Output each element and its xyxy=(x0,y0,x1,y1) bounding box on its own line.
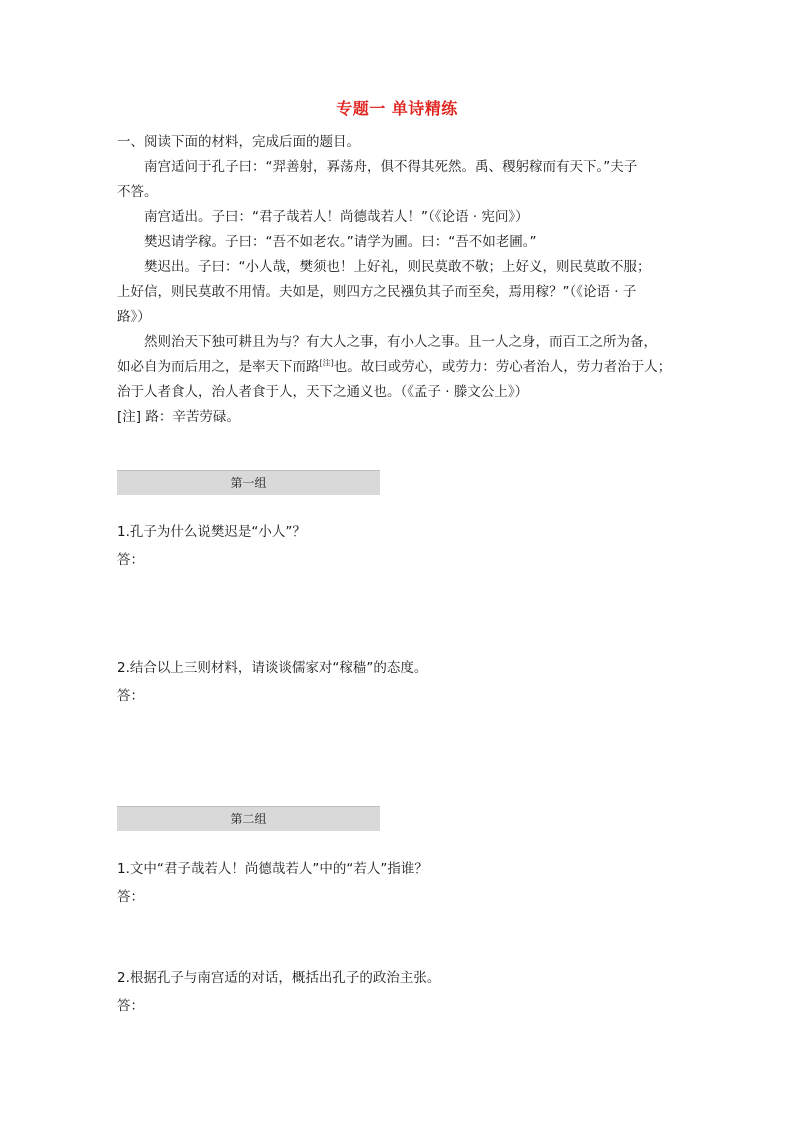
passage-line: 治于人者食人，治人者食于人，天下之通义也。（《孟子 · 滕文公上》） xyxy=(117,384,529,400)
page-title: 专题一 单诗精练 xyxy=(336,99,458,118)
footnote-mark: [注] xyxy=(319,358,334,368)
passage-line: 南宫适问于孔子曰：“羿善射，奡荡舟，俱不得其死然。禹、稷躬稼而有天下。”夫子 xyxy=(144,159,638,175)
passage-line: 然则治天下独可耕且为与？有大人之事，有小人之事。且一人之身，而百工之所为备， xyxy=(144,334,657,350)
question-text: 2.结合以上三则材料，请谈谈儒家对“稼穑”的态度。 xyxy=(117,660,428,676)
answer-label: 答： xyxy=(117,552,144,568)
passage-line: 樊迟出。子曰：“小人哉，樊须也！上好礼，则民莫敢不敬；上好义，则民莫敢不服； xyxy=(144,259,651,275)
answer-label: 答： xyxy=(117,688,144,704)
passage-line: 上好信，则民莫敢不用情。夫如是，则四方之民襁负其子而至矣，焉用稼？”（《论语 · 子 xyxy=(117,284,637,300)
group-header-1: 第一组 xyxy=(117,470,380,495)
question-text: 2.根据孔子与南宫适的对话，概括出孔子的政治主张。 xyxy=(117,970,441,986)
passage-line: 路》） xyxy=(117,309,151,325)
question-text: 1.孔子为什么说樊迟是“小人”？ xyxy=(117,524,306,540)
group-header-2: 第二组 xyxy=(117,806,380,831)
reading-passage xyxy=(117,130,679,430)
instruction-text: 一、阅读下面的材料，完成后面的题目。 xyxy=(117,134,360,150)
passage-line xyxy=(117,355,679,380)
footnote: [注] 路：辛苦劳碌。 xyxy=(117,409,240,425)
passage-line: 南宫适出。子曰：“君子哉若人！尚德哉若人！”（《论语 · 宪问》） xyxy=(144,209,529,225)
passage-line: 樊迟请学稼。子曰：“吾不如老农。”请学为圃。曰：“吾不如老圃。” xyxy=(144,234,537,250)
answer-label: 答： xyxy=(117,889,144,905)
answer-label: 答： xyxy=(117,998,144,1014)
question-text: 1.文中“君子哉若人！尚德哉若人”中的“若人”指谁？ xyxy=(117,861,428,877)
passage-line: 不答。 xyxy=(117,184,158,200)
passage-text: 也。故曰或劳心，或劳力：劳心者治人，劳力者治于人； xyxy=(333,359,672,375)
passage-text: 如必自为而后用之，是率天下而路 xyxy=(117,359,320,375)
